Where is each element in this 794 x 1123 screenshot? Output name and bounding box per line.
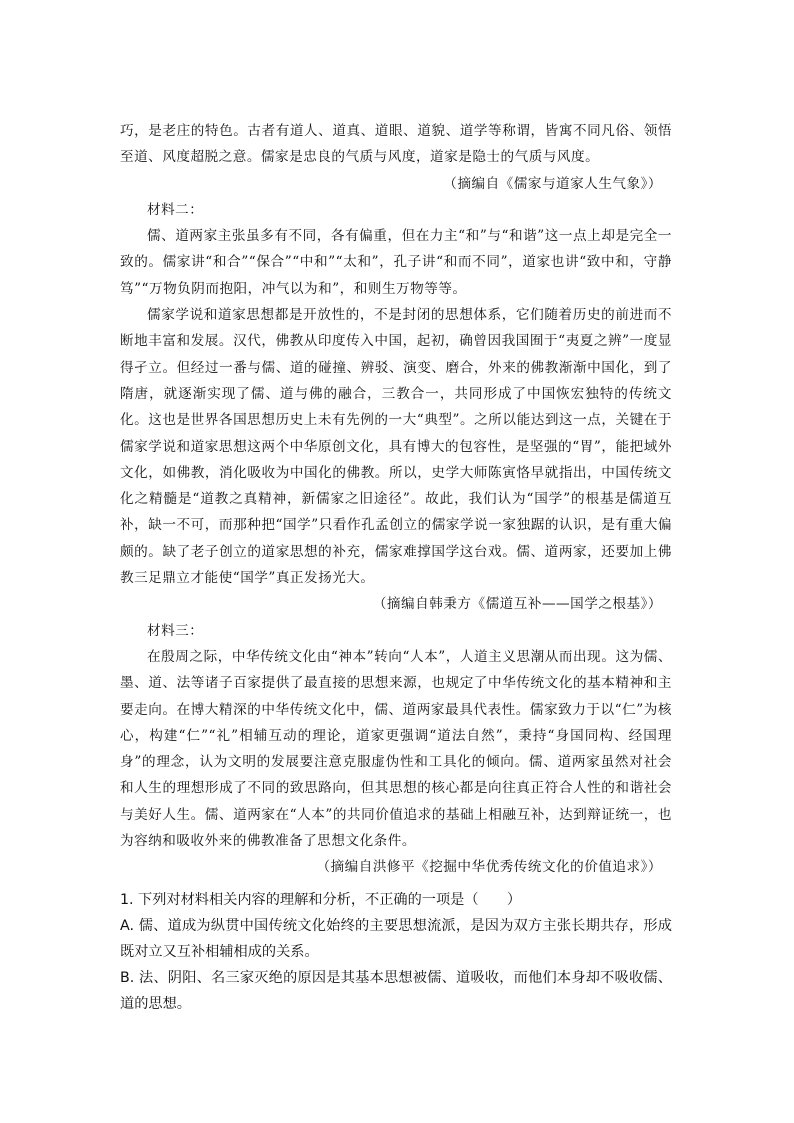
option-a: A. 儒、道成为纵贯中国传统文化始终的主要思想流派，是因为双方主张长期共存，形成既对立又互补相辅相成的关系。: [120, 917, 672, 960]
question-1: [120, 887, 672, 1017]
material1-tail-paragraph: 巧，是老庄的特色。古者有道人、道真、道眼、道貌、道学等称谓，皆寓不同凡俗、领悟至道、风度超脱之意。儒家是忠良的气质与风度，道家是隐士的气质与风度。: [120, 123, 672, 166]
option-b: B. 法、阴阳、名三家灭绝的原因是其基本思想被儒、道吸收，而他们本身却不吸收儒、道的思想。: [120, 969, 672, 1012]
material3-paragraph-1: 在殷周之际，中华传统文化由“神本”转向“人本”，人道主义思潮从而出现。这为儒、墨、道、法等诸子百家提供了最直接的思想来源，也规定了中华传统文化的基本精神和主要走向。在博大精深的中华传统文化中，儒、道两家最具代表性。儒家致力于以“仁”为核心，构建“仁”“礼”相辅互动的理论，道家更强调“道法自然”，秉持“身国同构、经国理身”的理念，认为文明的发展要注意克服虚伪性和工具化的倾向。儒、道两家虽然对社会和人生的理想形成了不同的致思路向，但其思想的核心都是向往真正符合人性的和谐社会与美好人生。儒、道两家在“人本”的共同价值追求的基础上相融互补，达到辩证统一，也为容纳和吸收外来的佛教准备了思想文化条件。: [120, 648, 672, 850]
document-page: [120, 118, 672, 1017]
material2-source: （摘编自韩秉方《儒道互补——国学之根基》）: [372, 596, 662, 613]
material1-source: （摘编自《儒家与道家人生气象》）: [443, 175, 662, 192]
material3-label: 材料三：: [147, 622, 204, 639]
material3-source: （摘编自洪修平《挖掘中华优秀传统文化的价值追求》）: [316, 859, 662, 876]
material2-paragraph-2: 儒家学说和道家思想都是开放性的，不是封闭的思想体系，它们随着历史的前进而不断地丰富和发展。汉代，佛教从印度传入中国，起初，确曾因我国囿于“夷夏之辨”一度显得孑立。但经过一番与儒、道的碰撞、辨驳、演变、磨合，外来的佛教渐渐中国化，到了隋唐，就逐渐实现了儒、道与佛的融合，三教合一，共同形成了中国恢宏独特的传统文化。这也是世界各国思想历史上未有先例的一大“典型”。之所以能达到这一点，关键在于儒家学说和道家思想这两个中华原创文化，具有博大的包容性，是坚强的“胃”，能把域外文化，如佛教，消化吸收为中国化的佛教。所以，史学大师陈寅恪早就指出，中国传统文化之精髓是“道教之真精神，新儒家之旧途径”。故此，我们认为“国学”的根基是儒道互补，缺一不可，而那种把“国学”只看作孔孟创立的儒家学说一家独踞的认识，是有重大偏颇的。缺了老子创立的道家思想的补充，儒家难撑国学这台戏。儒、道两家，还要加上佛教三足鼎立才能使“国学”真正发扬光大。: [120, 307, 672, 587]
material2-label: 材料二：: [147, 201, 204, 218]
question-stem: 1. 下列对材料相关内容的理解和分析，不正确的一项是（ ）: [120, 891, 522, 908]
material2-paragraph-1: 儒、道两家主张虽多有不同，各有偏重，但在力主“和”与“和谐”这一点上却是完全一致的。儒家讲“和合”“保合”“中和”“太和”，孔子讲“和而不同”，道家也讲“致中和，守静笃”“万物负阴而抱阳，冲气以为和”，和则生万物等等。: [120, 228, 672, 297]
